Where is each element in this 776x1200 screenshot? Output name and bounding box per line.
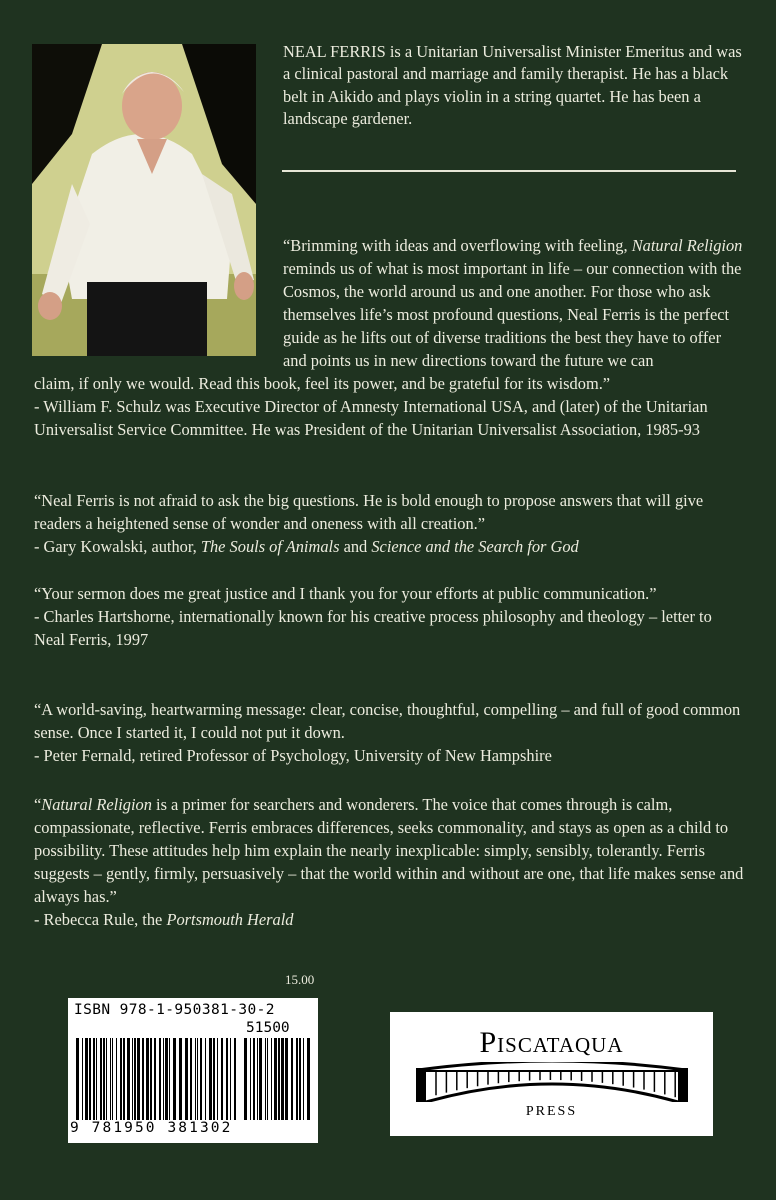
book-title: Natural Religion [631, 236, 743, 255]
quote-rule-text [34, 793, 744, 908]
quote-hartshorne-text: “Your sermon does me great justice and I thank you for your efforts at public communication.” [34, 584, 657, 603]
rule-book-title: Natural Religion [41, 795, 152, 814]
author-photo [32, 44, 256, 356]
quote-schulz-open: “Brimming with ideas and overflowing with feeling, [283, 236, 628, 255]
isbn-text: ISBN 978-1-950381-30-2 [74, 1002, 275, 1018]
price-code: 51500 [246, 1020, 290, 1036]
isbn-barcode [68, 998, 318, 1143]
ean-digits: 9 781950 381302 [70, 1120, 233, 1136]
price-label: 15.00 [285, 972, 315, 987]
quote-fernald-attribution: - Peter Fernald, retired Professor of Psychology, University of New Hampshire [34, 746, 552, 765]
publisher-logo [390, 1012, 713, 1136]
author-bio: NEAL FERRIS is a Unitarian Universalist Minister Emeritus and was a clinical pastoral and marriage and family therapist. He has a black belt in Aikido and plays violin in a string quartet. He has been a landscape gardener. [283, 42, 742, 129]
quote-kowalski [34, 489, 744, 558]
quote-schulz-body: reminds us of what is most important in life – our connection with the Cosmos, the world around us and one another. For those who ask themselves life’s most profound questions, Neal Ferris is the perfect guide as he lifts out of diverse traditions the best they have to offer and points us in new directions toward the future we can [283, 259, 742, 370]
quote-schulz-ending: claim, if only we would. Read this book, feel its power, and be grateful for its wisdom.” [34, 374, 611, 393]
quote-schulz-bottom [34, 372, 744, 441]
bridge-icon [412, 1062, 692, 1102]
publisher-sub: PRESS [525, 1104, 578, 1119]
quote-hartshorne-attribution: - Charles Hartshorne, internationally known for his creative process philosophy and theology – letter to Neal Ferris, 1997 [34, 607, 712, 649]
quote-schulz-top [283, 234, 745, 372]
rule-quote-mark: “ [34, 795, 42, 814]
kowalski-attr-prefix: - Gary Kowalski, author, [34, 537, 197, 556]
quote-kowalski-text: “Neal Ferris is not afraid to ask the big questions. He is bold enough to propose answers that will give readers a heightened sense of wonder and oneness with all creation.” [34, 491, 704, 533]
divider-rule [282, 170, 736, 172]
ean-barcode-bars [76, 1038, 236, 1120]
rule-source: Portsmouth Herald [166, 910, 294, 929]
publisher-name: Piscataqua [479, 1026, 624, 1059]
kowalski-book-1: The Souls of Animals [200, 537, 340, 556]
quote-rule-attribution [34, 908, 744, 931]
quote-fernald [34, 698, 744, 767]
rule-attr-prefix: - Rebecca Rule, the [34, 910, 163, 929]
kowalski-book-2: Science and the Search for God [371, 537, 579, 556]
kowalski-and: and [343, 537, 368, 556]
quote-rule [34, 793, 744, 931]
quote-fernald-text: “A world-saving, heartwarming message: clear, concise, thoughtful, compelling – and full of good common sense. Once I started it, I could not put it down. [34, 700, 741, 742]
rule-quote-body: is a primer for searchers and wonderers. The voice that comes through is calm, compassionate, reflective. Ferris embraces differences, seeks commonality, and stays as open as a child to possibility. These attitudes help him explain the nearly inexplicable: simply, sensibly, tolerantly. Ferris suggests – gently, firmly, persuasively – that the world within and without are one, that life makes sense and always has.” [34, 795, 744, 906]
quote-hartshorne [34, 582, 744, 651]
quote-kowalski-attribution [34, 535, 744, 558]
quote-schulz-attribution: - William F. Schulz was Executive Director of Amnesty International USA, and (later) of the Unitarian Universalist Service Committee. He was President of the Unitarian Universalist Association, 1985-93 [34, 397, 708, 439]
addon-barcode-bars [244, 1038, 310, 1120]
